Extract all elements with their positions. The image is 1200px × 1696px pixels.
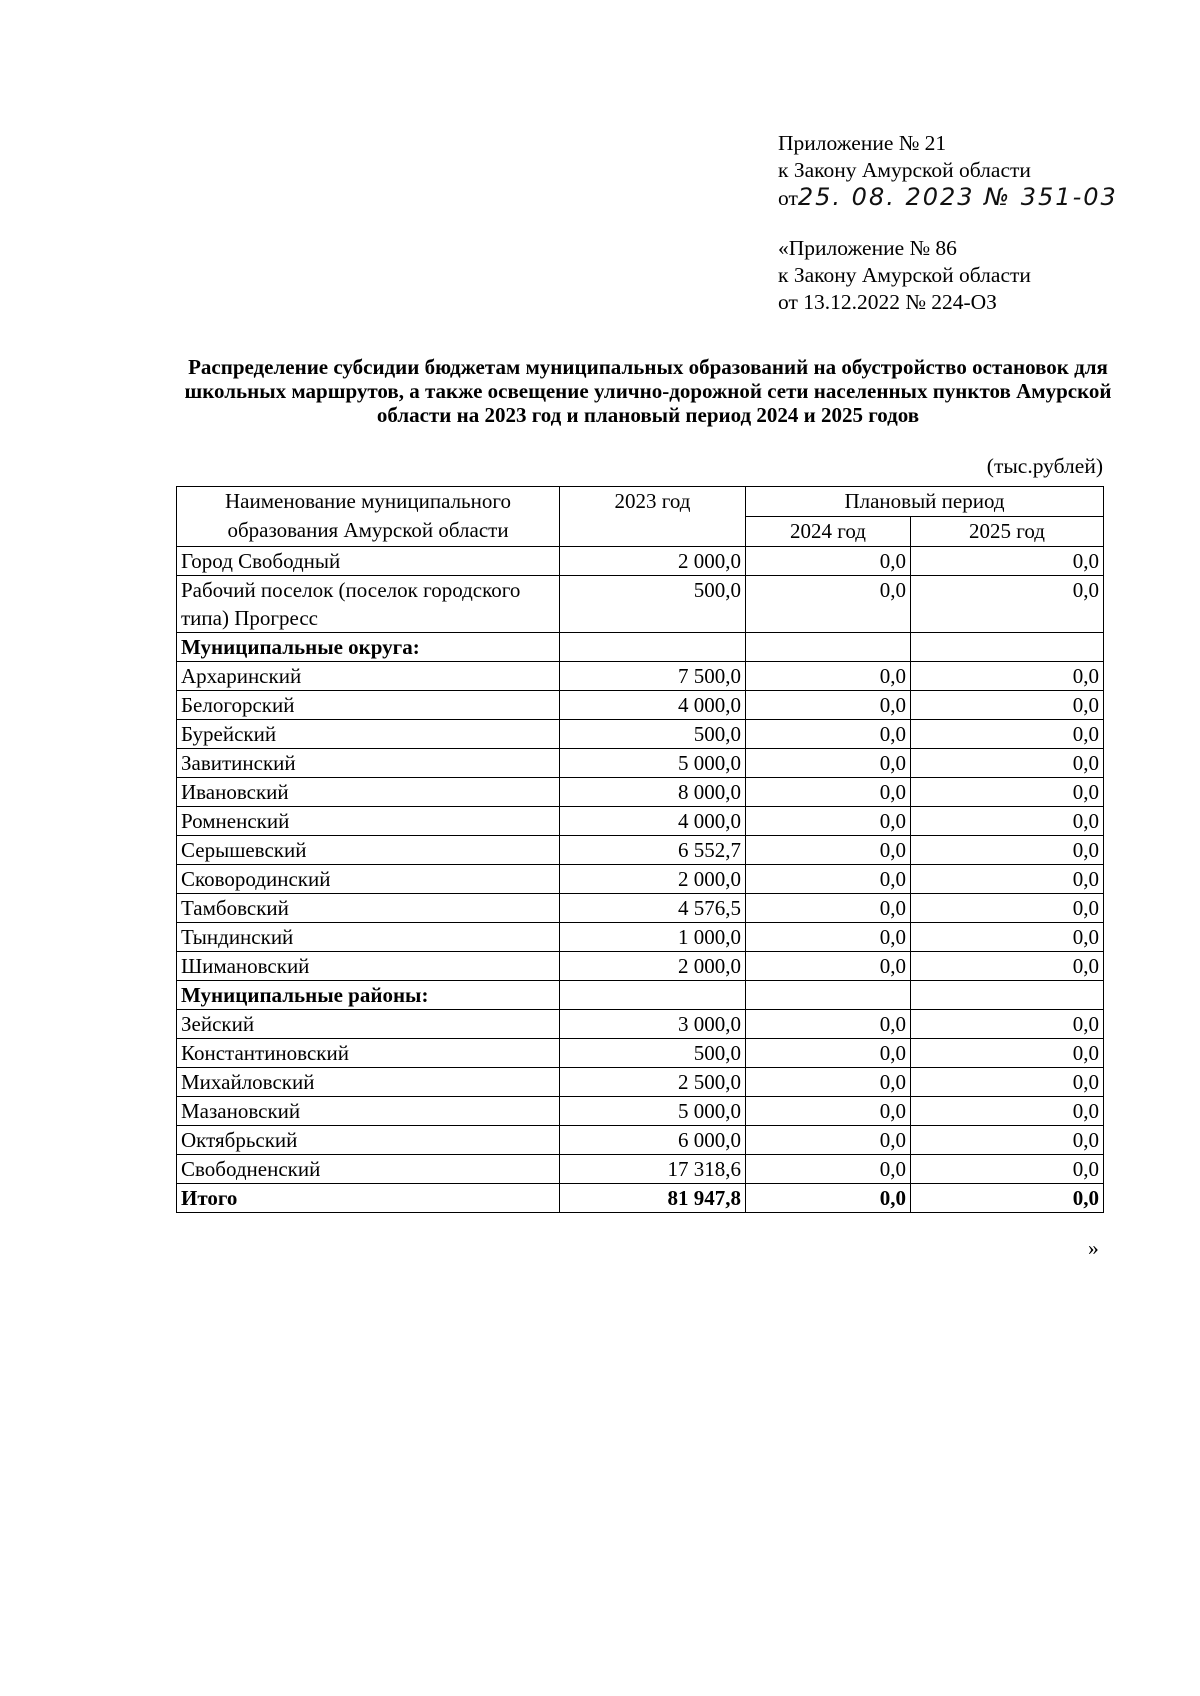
table-row [177, 691, 1104, 720]
closing-quote: » [1088, 1236, 1099, 1260]
row-2025-cell: 0,0 [911, 894, 1104, 923]
row-2025-cell: 0,0 [911, 1010, 1104, 1039]
row-2024-cell: 0,0 [746, 778, 911, 807]
row-name-cell: Октябрьский [177, 1126, 560, 1155]
row-2023-cell: 2 000,0 [560, 952, 746, 981]
table-row [177, 1068, 1104, 1097]
row-2023-cell: 4 000,0 [560, 807, 746, 836]
header-2025: 2025 год [911, 517, 1104, 547]
table-total-row [177, 1184, 1104, 1213]
row-2025-cell: 0,0 [911, 1155, 1104, 1184]
table-row [177, 894, 1104, 923]
row-2024-cell: 0,0 [746, 691, 911, 720]
header-planned-period: Плановый период [746, 487, 1104, 517]
row-2023-cell: 500,0 [560, 720, 746, 749]
row-2025-cell: 0,0 [911, 662, 1104, 691]
table-group-row [177, 633, 1104, 662]
appendix-number: Приложение № 21 [778, 131, 947, 155]
row-2023-cell: 17 318,6 [560, 1155, 746, 1184]
header-name: Наименование муниципального образования Амурской области [177, 487, 560, 547]
row-name-cell: Мазановский [177, 1097, 560, 1126]
row-2025-cell: 0,0 [911, 1184, 1104, 1213]
row-2024-cell: 0,0 [746, 1155, 911, 1184]
row-name-cell: Серышевский [177, 836, 560, 865]
row-2024-cell: 0,0 [746, 547, 911, 576]
table-header [177, 487, 1104, 547]
row-2025-cell: 0,0 [911, 865, 1104, 894]
row-name-cell: Ромненский [177, 807, 560, 836]
table-row [177, 836, 1104, 865]
row-2024-cell: 0,0 [746, 1010, 911, 1039]
row-name-cell: Архаринский [177, 662, 560, 691]
original-appendix-number: «Приложение № 86 [778, 236, 957, 260]
row-name-cell: Муниципальные районы: [177, 981, 560, 1010]
table-row [177, 865, 1104, 894]
row-2023-cell: 7 500,0 [560, 662, 746, 691]
row-name-cell: Ивановский [177, 778, 560, 807]
original-appendix-law: к Закону Амурской области [778, 263, 1031, 287]
row-2024-cell: 0,0 [746, 923, 911, 952]
row-2025-cell: 0,0 [911, 547, 1104, 576]
table-row [177, 952, 1104, 981]
row-2024-cell [746, 981, 911, 1010]
row-name-cell: Белогорский [177, 691, 560, 720]
handwritten-date-number: 25. 08. 2023 № 351-03 [797, 183, 1118, 211]
table-row [177, 662, 1104, 691]
row-name-cell: Завитинский [177, 749, 560, 778]
row-name-cell: Тындинский [177, 923, 560, 952]
row-2024-cell: 0,0 [746, 865, 911, 894]
units-label: (тыс.рублей) [986, 454, 1103, 478]
row-name-cell: Константиновский [177, 1039, 560, 1068]
row-2025-cell: 0,0 [911, 952, 1104, 981]
row-2023-cell: 8 000,0 [560, 778, 746, 807]
row-name-cell: Сковородинский [177, 865, 560, 894]
row-2025-cell: 0,0 [911, 749, 1104, 778]
original-appendix-date: от 13.12.2022 № 224-ОЗ [778, 290, 997, 314]
row-2023-cell [560, 981, 746, 1010]
row-2024-cell: 0,0 [746, 576, 911, 633]
row-2023-cell: 1 000,0 [560, 923, 746, 952]
document-title: Распределение субсидии бюджетам муниципальных образований на обустройство остановок для школьных маршрутов, а также освещение улично-дорожной сети населенных пунктов Амурской области на 2023 год и плановый период 2024 и 2025 годов [184, 355, 1112, 427]
table-row [177, 1155, 1104, 1184]
row-2024-cell: 0,0 [746, 952, 911, 981]
row-name-cell: Шимановский [177, 952, 560, 981]
row-2024-cell: 0,0 [746, 662, 911, 691]
row-2025-cell: 0,0 [911, 1039, 1104, 1068]
row-name-cell: Муниципальные округа: [177, 633, 560, 662]
header-2023: 2023 год [560, 487, 746, 547]
row-2023-cell: 5 000,0 [560, 1097, 746, 1126]
row-2025-cell: 0,0 [911, 576, 1104, 633]
row-2023-cell: 500,0 [560, 576, 746, 633]
row-2024-cell: 0,0 [746, 1039, 911, 1068]
row-2024-cell: 0,0 [746, 836, 911, 865]
table-row [177, 576, 1104, 633]
row-name-cell: Зейский [177, 1010, 560, 1039]
appendix-date-line [778, 184, 1118, 212]
row-2025-cell: 0,0 [911, 691, 1104, 720]
row-2023-cell: 81 947,8 [560, 1184, 746, 1213]
row-name-cell: Рабочий поселок (поселок городского типа) Прогресс [177, 576, 560, 633]
row-2025-cell: 0,0 [911, 778, 1104, 807]
table-row [177, 1039, 1104, 1068]
appendix-original [778, 235, 1031, 316]
row-2023-cell: 2 000,0 [560, 547, 746, 576]
row-2024-cell: 0,0 [746, 807, 911, 836]
row-name-cell: Свободненский [177, 1155, 560, 1184]
row-2024-cell: 0,0 [746, 1068, 911, 1097]
row-2024-cell: 0,0 [746, 1184, 911, 1213]
row-2025-cell: 0,0 [911, 1126, 1104, 1155]
row-2025-cell: 0,0 [911, 836, 1104, 865]
table-row [177, 807, 1104, 836]
table-row [177, 923, 1104, 952]
row-2023-cell: 2 000,0 [560, 865, 746, 894]
table-row [177, 778, 1104, 807]
appendix-law: к Закону Амурской области [778, 158, 1031, 182]
row-2024-cell: 0,0 [746, 749, 911, 778]
row-name-cell: Бурейский [177, 720, 560, 749]
row-name-cell: Итого [177, 1184, 560, 1213]
row-name-cell: Тамбовский [177, 894, 560, 923]
row-2023-cell: 4 576,5 [560, 894, 746, 923]
table-row [177, 749, 1104, 778]
row-2025-cell: 0,0 [911, 923, 1104, 952]
row-2023-cell: 2 500,0 [560, 1068, 746, 1097]
row-2024-cell: 0,0 [746, 894, 911, 923]
row-2025-cell [911, 633, 1104, 662]
row-2025-cell: 0,0 [911, 1097, 1104, 1126]
row-2023-cell: 500,0 [560, 1039, 746, 1068]
row-2023-cell: 6 000,0 [560, 1126, 746, 1155]
row-2025-cell [911, 981, 1104, 1010]
row-2024-cell [746, 633, 911, 662]
row-name-cell: Михайловский [177, 1068, 560, 1097]
table-body [177, 547, 1104, 1213]
row-2024-cell: 0,0 [746, 720, 911, 749]
table-row [177, 547, 1104, 576]
table-row [177, 720, 1104, 749]
table-group-row [177, 981, 1104, 1010]
header-2024: 2024 год [746, 517, 911, 547]
subsidy-table [176, 486, 1104, 1213]
table-row [177, 1097, 1104, 1126]
appendix-current [778, 130, 1118, 212]
row-2023-cell: 5 000,0 [560, 749, 746, 778]
table-row [177, 1126, 1104, 1155]
row-2025-cell: 0,0 [911, 1068, 1104, 1097]
row-2023-cell: 4 000,0 [560, 691, 746, 720]
row-2025-cell: 0,0 [911, 807, 1104, 836]
table-row [177, 1010, 1104, 1039]
row-2023-cell: 6 552,7 [560, 836, 746, 865]
row-2023-cell [560, 633, 746, 662]
row-2025-cell: 0,0 [911, 720, 1104, 749]
row-2024-cell: 0,0 [746, 1126, 911, 1155]
row-name-cell: Город Свободный [177, 547, 560, 576]
row-2024-cell: 0,0 [746, 1097, 911, 1126]
appendix-date-prefix: от [778, 186, 798, 210]
row-2023-cell: 3 000,0 [560, 1010, 746, 1039]
